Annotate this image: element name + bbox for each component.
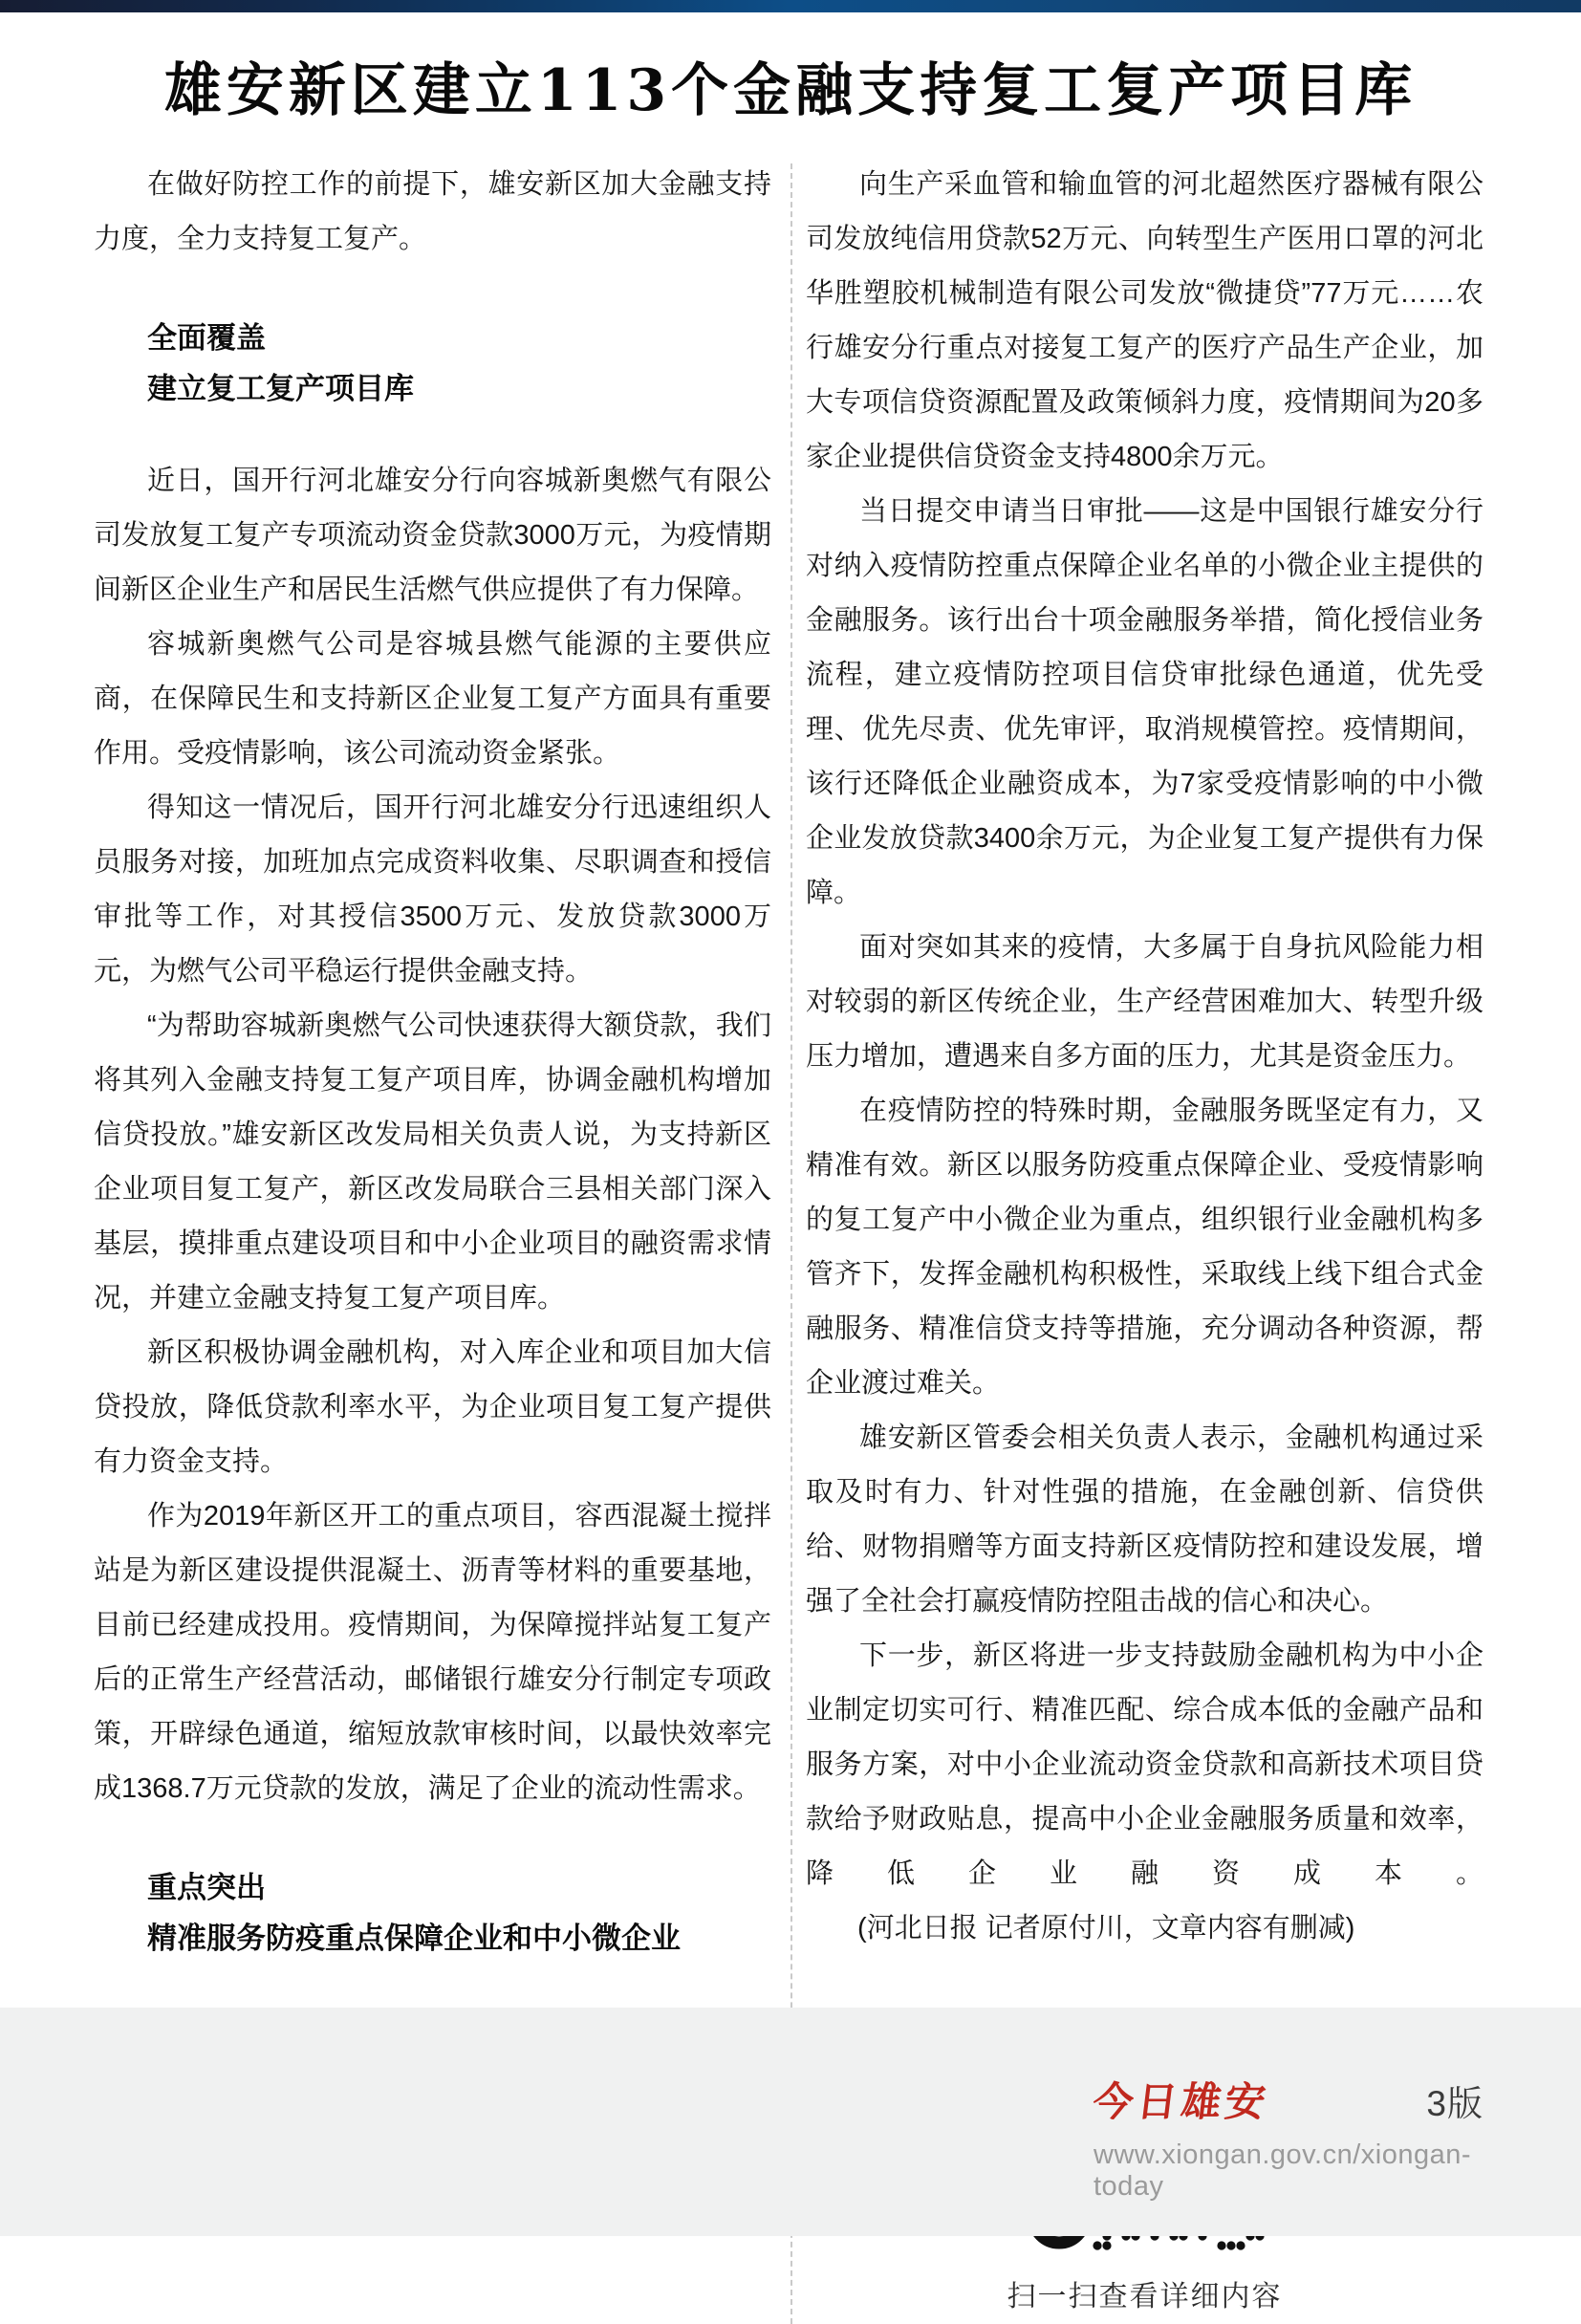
paragraph-text: 新区积极协调金融机构，对入库企业和项目加大信贷投放，降低贷款利率水平，为企业项目复工复产提供有力资金支持。 [94,1337,771,1477]
page-number: 3版 [1426,2084,1484,2123]
paragraph-text: 作为2019年新区开工的重点项目，容西混凝土搅拌站是为新区建设提供混凝土、沥青等材料的重要基地，目前已经建成投用。疫情期间，为保障搅拌站复工复产后的正常生产经营活动，邮储银行雄安分行制定专项政策，开辟绿色通道，缩短放款审核时间，以最快效率完成1368.7万元贷款的发放，满足了企业的流动性需求。 [94,1501,771,1804]
footer-url: www.xiongan.gov.cn/xiongan-today [1094,2139,1472,2202]
paragraph [94,781,771,999]
section-heading [147,313,771,414]
paragraph [806,1411,1484,1629]
left-column [94,158,771,2324]
paragraph-text: 得知这一情况后，国开行河北雄安分行迅速组织人员服务对接，加班加点完成资料收集、尽职调查和授信审批等工作，对其授信3500万元、发放贷款3000万元，为燃气公司平稳运行提供金融支持。 [94,793,771,987]
paragraph [806,1629,1484,1956]
paragraph-text: 面对突如其来的疫情，大多属于自身抗风险能力相对较弱的新区传统企业，生产经营困难加大、转型升级压力增加，遭遇来自多方面的压力，尤其是资金压力。 [806,932,1484,1072]
section-heading [147,1862,771,1964]
brand-logo: 今日雄安 [1090,2078,1272,2125]
right-column [806,158,1484,2324]
paragraph [806,158,1484,485]
footer-masthead [1090,2071,1484,2203]
page-footer [0,2008,1581,2236]
paragraph-text: 容城新奥燃气公司是容城县燃气能源的主要供应商，在保障民生和支持新区企业复工复产方面具有重要作用。受疫情影响，该公司流动资金紧张。 [94,629,771,769]
paragraph-text: 下一步，新区将进一步支持鼓励金融机构为中小企业制定切实可行、精准匹配、综合成本低的金融产品和服务方案，对中小企业流动资金贷款和高新技术项目贷款给予财政贴息，提高中小企业金融服务质量和效率，降低企业融资成本。 [806,1640,1484,1889]
section-heading-line: 精准服务防疫重点保障企业和中小微企业 [147,1922,681,1955]
section-heading-line: 全面覆盖 [147,321,266,355]
paragraph-text: 当日提交申请当日审批——这是中国银行雄安分行对纳入疫情防控重点保障企业名单的小微企业主提供的金融服务。该行出台十项金融服务举措，简化授信业务流程，建立疫情防控项目信贷审批绿色通道，优先受理、优先尽责、优先审评，取消规模管控。疫情期间，该行还降低企业融资成本，为7家受疫情影响的中小微企业发放贷款3400余万元，为企业复工复产提供有力保障。 [806,496,1484,908]
paragraph [94,1489,771,1816]
paragraph-text: 雄安新区管委会相关负责人表示，金融机构通过采取及时有力、针对性强的措施，在金融创新、信贷供给、财物捐赠等方面支持新区疫情防控和建设发展，增强了全社会打赢疫情防控阻击战的信心和决心。 [806,1423,1484,1617]
paragraph [806,1084,1484,1411]
paragraph-text: 在疫情防控的特殊时期，金融服务既坚定有力，又精准有效。新区以服务防疫重点保障企业、受疫情影响的复工复产中小微企业为重点，组织银行业金融机构多管齐下，发挥金融机构积极性，采取线上线下组合式金融服务、精准信贷支持等措施，充分调动各种资源，帮企业渡过难关。 [806,1096,1484,1399]
paragraph [94,454,771,618]
top-accent-bar [0,0,1581,12]
paragraph [94,618,771,781]
paragraph [806,921,1484,1084]
paragraph [806,485,1484,921]
paragraph-text: 在做好防控工作的前提下，雄安新区加大金融支持力度，全力支持复工复产。 [94,169,771,254]
article-credit: (河北日报 记者原付川，文章内容有删减) [857,1913,1355,1944]
paragraph [94,1326,771,1489]
paragraph-text: “为帮助容城新奥燃气公司快速获得大额贷款，我们将其列入金融支持复工复产项目库，协调金融机构增加信贷投放。”雄安新区改发局相关负责人说，为支持新区企业项目复工复产，新区改发局联合三县相关部门深入基层，摸排重点建设项目和中小企业项目的融资需求情况，并建立金融支持复工复产项目库。 [94,1010,771,1314]
section-heading-line: 建立复工复产项目库 [147,372,414,405]
paragraph [94,999,771,1326]
paragraph-text: 近日，国开行河北雄安分行向容城新奥燃气有限公司发放复工复产专项流动资金贷款3000万元，为疫情期间新区企业生产和居民生活燃气供应提供了有力保障。 [94,466,771,605]
column-divider [790,163,792,2324]
article-title: 雄安新区建立113个金融支持复工复产项目库 [163,57,1418,124]
section-heading-line: 重点突出 [147,1871,266,1904]
qr-caption: 扫一扫查看详细内容 [1007,2281,1283,2313]
paragraph-text: 向生产采血管和输血管的河北超然医疗器械有限公司发放纯信用贷款52万元、向转型生产医用口罩的河北华胜塑胶机械制造有限公司发放“微捷贷”77万元……农行雄安分行重点对接复工复产的医疗产品生产企业，加大专项信贷资源配置及政策倾斜力度，疫情期间为20多家企业提供信贷资金支持4800余万元。 [806,169,1484,472]
article-body [0,158,1581,2324]
paragraph [94,158,771,267]
